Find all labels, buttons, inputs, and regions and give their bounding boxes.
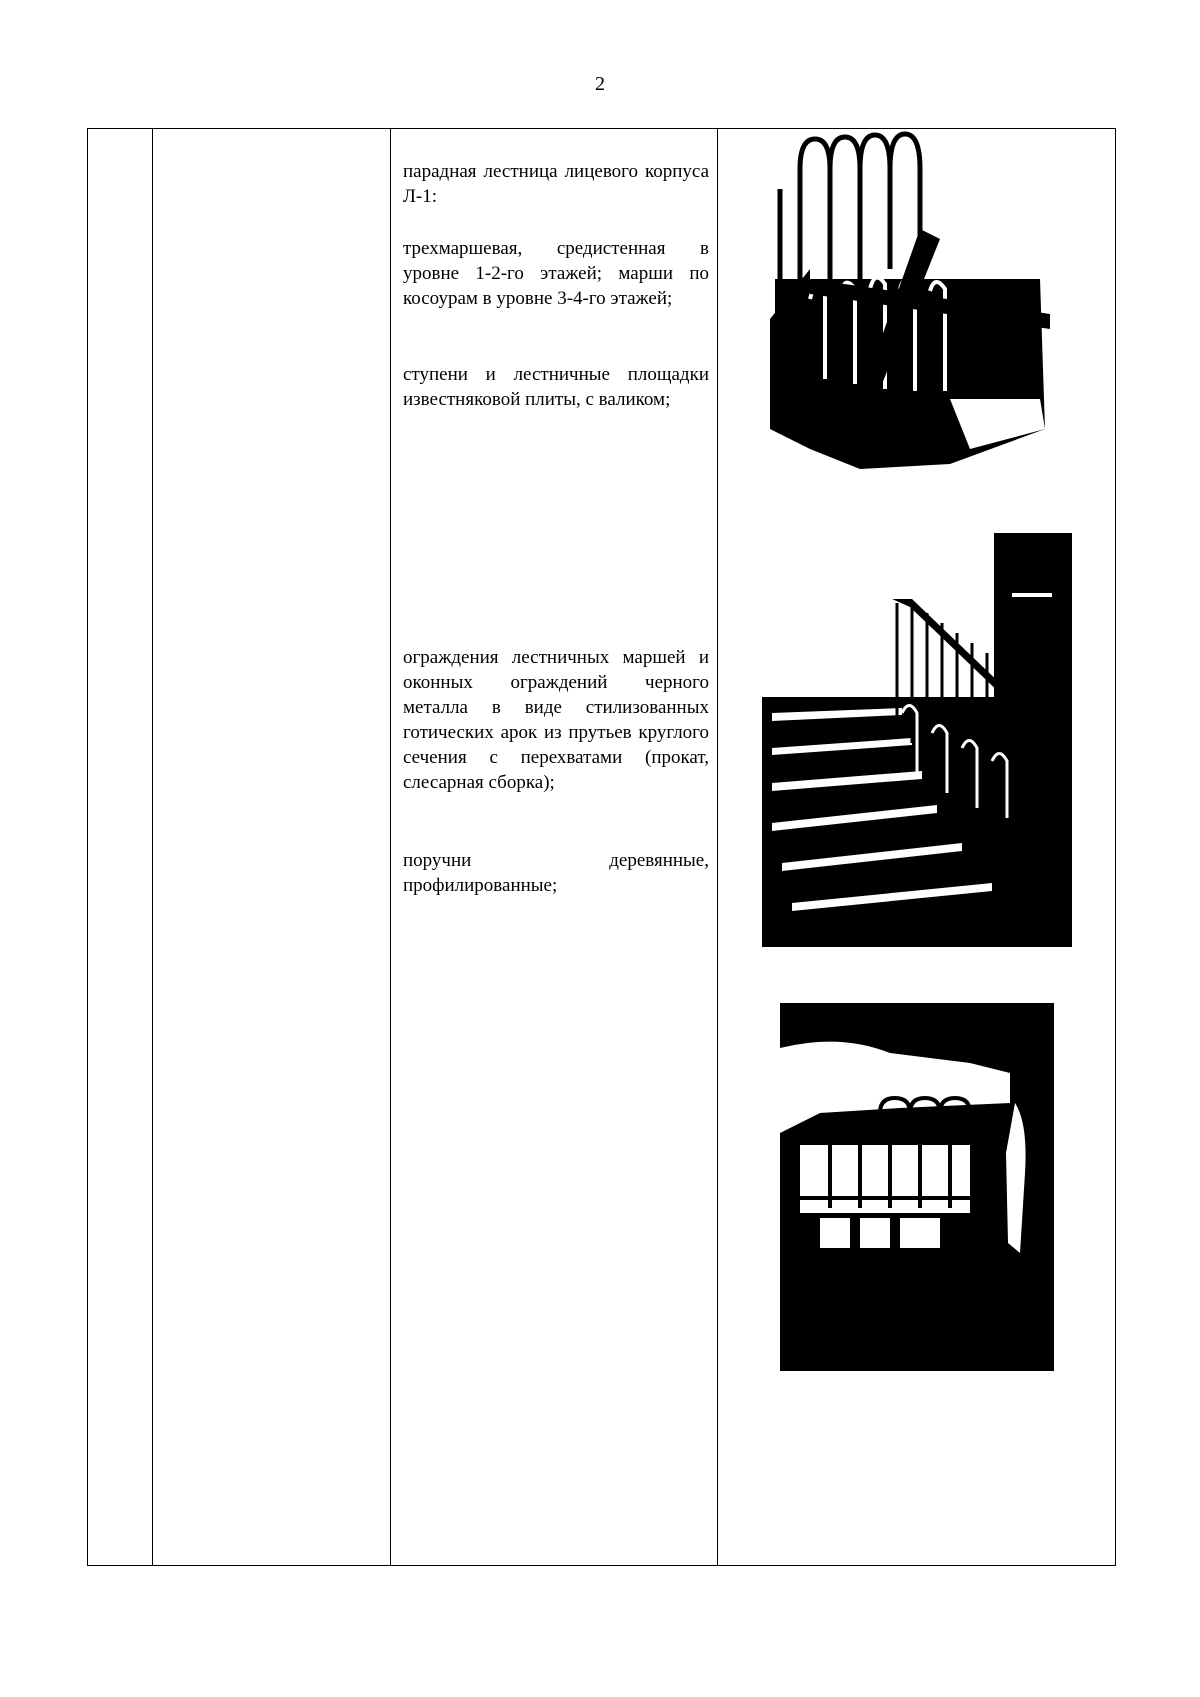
- photo-staircase-railing: [762, 533, 1072, 947]
- description-paragraph-handrails: поручни деревянные, профилированные;: [403, 850, 709, 896]
- number-cell: [88, 129, 153, 1566]
- photo-cell: [718, 129, 1116, 1566]
- page-number: 2: [595, 73, 605, 95]
- object-name-cell: [153, 129, 391, 1566]
- table-row: [88, 129, 1116, 1566]
- photo-railing-closeup: [770, 129, 1060, 469]
- description-paragraph-staircase: парадная лестница лицевого корпуса Л-1:: [403, 161, 709, 207]
- description-cell: [391, 129, 718, 1566]
- description-table: [87, 128, 1116, 1566]
- description-paragraph-railings: ограждения лестничных маршей и оконных ограждений черного металла в виде стилизованных готических арок из прутьев круглого сечения с перехватами (прокат, слесарная сборка);: [403, 647, 709, 793]
- photo-window-railing: [780, 1003, 1054, 1371]
- description-paragraph-flights: трехмаршевая, средистенная в уровне 1-2-го этажей; марши по косоурам в уровне 3-4-го этажей;: [403, 238, 709, 309]
- description-paragraph-steps: ступени и лестничные площадки известняковой плиты, с валиком;: [403, 364, 709, 410]
